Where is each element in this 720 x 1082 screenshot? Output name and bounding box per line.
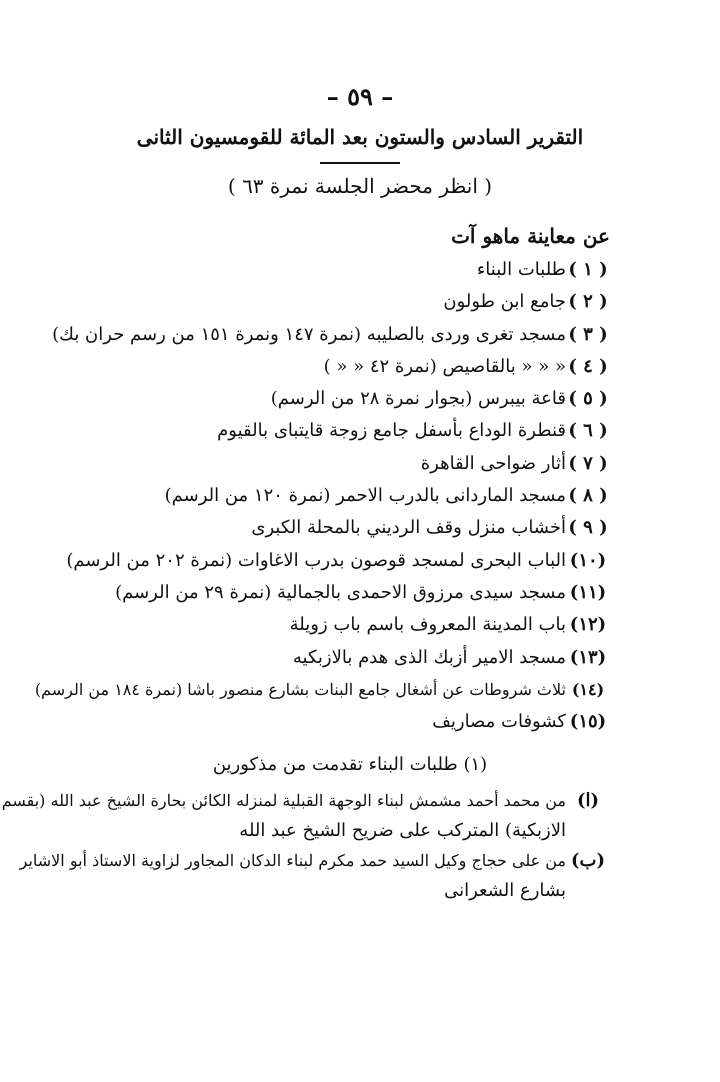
entry-mark: (ب)	[571, 850, 605, 871]
list-item	[90, 383, 610, 415]
page-number: – ٥٩ –	[326, 82, 394, 111]
list-item	[90, 577, 610, 609]
building-request-entry	[1, 786, 610, 846]
list-item	[90, 642, 610, 674]
item-number: ( ٦ )	[568, 420, 608, 442]
item-text: ثلاث شروطات عن أشغال جامع البنات بشارع منصور باشا (نمرة ١٨٤ من الرسم)	[34, 679, 566, 699]
item-number: (١٠)	[569, 549, 607, 571]
item-text: طلبات البناء	[476, 259, 566, 280]
item-number: ( ٣ )	[568, 323, 608, 345]
list-item	[90, 286, 610, 318]
entry-line: من على حجاج وكيل السيد حمد مكرم لبناء الدكان المجاور لزاوية الاستاذ أبو الاشاير	[19, 851, 566, 870]
entry-line: من محمد أحمد مشمش لبناء الوجهة القبلية لمنزله الكائن بحارة الشيخ عبد الله (بقسم	[1, 791, 566, 810]
item-text: باب المدينة المعروف باسم باب زويلة	[289, 614, 566, 636]
intro-line: عن معاينة ماهو آت	[451, 224, 610, 248]
item-number: ( ٤ )	[568, 355, 608, 377]
list-item	[90, 351, 610, 383]
item-number: ( ٥ )	[568, 388, 608, 410]
list-item	[34, 674, 610, 706]
entry-line: الازبكية) المتركب على ضريح الشيخ عبد الله	[239, 820, 566, 841]
item-number: ( ٩ )	[568, 517, 608, 539]
list-item	[90, 480, 610, 512]
inspection-list	[34, 254, 610, 738]
item-number: ( ٢ )	[568, 291, 608, 313]
item-text: مسجد تغرى وردى بالصليبه (نمرة ١٤٧ ونمرة ١٥١ من رسم حران بك)	[52, 323, 566, 345]
list-item	[90, 512, 610, 544]
item-number: (١٣)	[569, 646, 607, 668]
item-number: (١١)	[569, 581, 607, 603]
heading-divider	[320, 162, 400, 164]
item-number: (١٥)	[569, 711, 607, 733]
item-text: مسجد سيدى مرزوق الاحمدى بالجمالية (نمرة ٢٩ من الرسم)	[115, 581, 566, 603]
session-reference: ( انظر محضر الجلسة نمرة ٦٣ )	[227, 174, 493, 198]
report-heading: التقرير السادس والستون بعد المائة للقومسيون الثانى	[136, 125, 584, 149]
item-text: أخشاب منزل وقف الرديني بالمحلة الكبرى	[251, 517, 566, 539]
list-item	[90, 609, 610, 641]
entry-line: بشارع الشعرانى	[444, 880, 566, 901]
item-number: ( ٧ )	[568, 452, 608, 474]
item-text: مسجد الامير أزبك الذى هدم بالازبكيه	[292, 646, 566, 668]
list-item	[90, 254, 610, 286]
entry-body	[20, 846, 566, 906]
list-item	[90, 448, 610, 480]
item-text: جامع ابن طولون	[443, 291, 566, 313]
item-text: قاعة بيبرس (بجوار نمرة ٢٨ من الرسم)	[270, 388, 566, 410]
item-number: ( ٨ )	[568, 485, 608, 507]
item-text: كشوفات مصاريف	[432, 711, 566, 733]
entry-mark: (ا)	[576, 790, 600, 811]
item-number: (١٤)	[571, 679, 605, 699]
entry-body	[2, 786, 566, 846]
item-text: قنطرة الوداع بأسفل جامع زوجة قايتباى بالقيوم	[217, 420, 566, 442]
item-text: الباب البحرى لمسجد قوصون بدرب الاغاوات (نمرة ٢٠٢ من الرسم)	[66, 549, 566, 571]
item-number: (١٢)	[569, 614, 607, 636]
list-item	[90, 415, 610, 447]
item-number: ( ١ )	[568, 259, 608, 280]
list-item	[90, 706, 610, 738]
list-item	[66, 545, 610, 577]
list-item	[52, 319, 610, 351]
item-text: « « « بالقاصيص (نمرة ٤٢ « « )	[323, 355, 566, 377]
section-title: (١) طلبات البناء تقدمت من مذكورين	[212, 754, 488, 775]
item-text: مسجد الماردانى بالدرب الاحمر (نمرة ١٢٠ من الرسم)	[164, 485, 566, 507]
item-text: أثار ضواحى القاهرة	[420, 452, 566, 474]
building-request-entry	[19, 846, 610, 906]
